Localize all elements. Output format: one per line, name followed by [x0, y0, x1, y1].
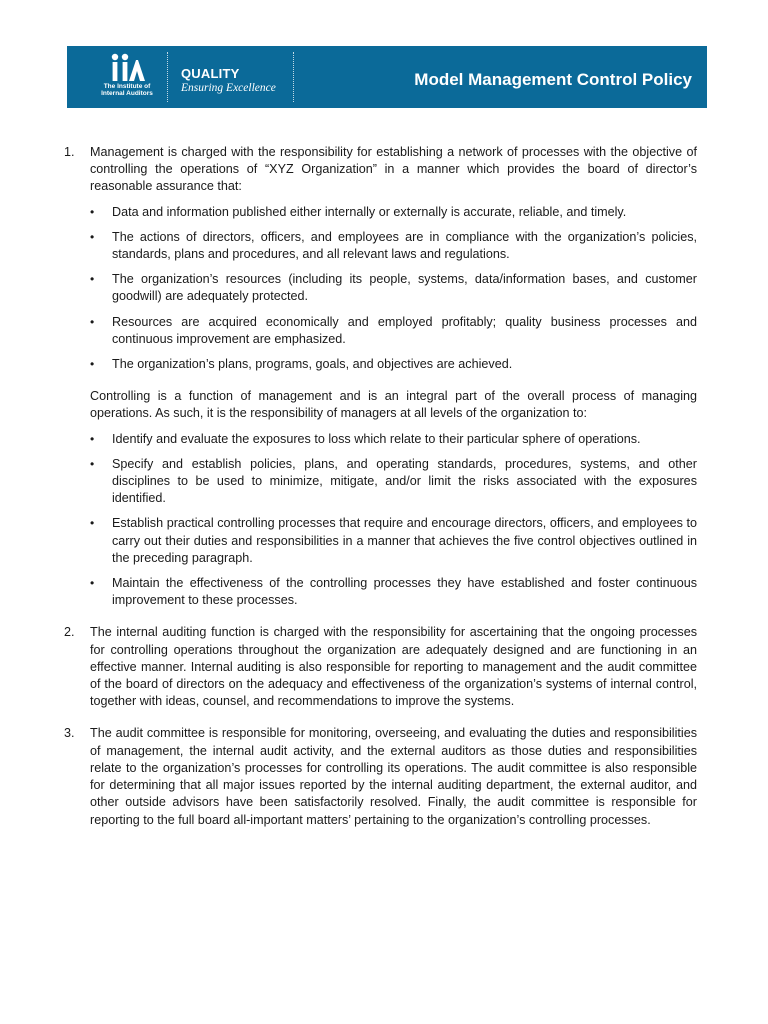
- list-item-text: Data and information published either internally or externally is accurate, reliable, and timely.: [112, 204, 627, 219]
- section-body: [90, 144, 697, 609]
- document-title: Model Management Control Policy: [414, 70, 692, 89]
- list-item-text: Identify and evaluate the exposures to loss which relate to their particular sphere of operations.: [112, 431, 641, 446]
- bullet-icon: •: [90, 431, 95, 446]
- section-number: 2.: [64, 625, 75, 640]
- iia-logo: [91, 52, 163, 104]
- section-3: [64, 725, 697, 828]
- list-item-text: Resources are acquired economically and employed profitably; quality business processes and continuous improvement are emphasized.: [112, 314, 697, 346]
- logo-text-line1: The Institute of: [103, 83, 151, 90]
- bullet-icon: •: [90, 204, 95, 219]
- tagline: Ensuring Excellence: [181, 82, 276, 94]
- list-item: [90, 575, 697, 609]
- section-body: [90, 725, 697, 828]
- list-item: [90, 204, 697, 221]
- list-item: [90, 356, 697, 373]
- section-1-intro: Management is charged with the responsibility for establishing a network of processes with the objective of controlling the operations of “XYZ Organization” in a manner which provides the board of director’s reasonable assurance that:: [90, 145, 697, 194]
- list-item-text: The actions of directors, officers, and employees are in compliance with the organization’s policies, standards, plans and procedures, and all relevant laws and regulations.: [112, 229, 697, 262]
- bullet-icon: •: [90, 314, 95, 329]
- control-objectives-list: [90, 204, 697, 374]
- list-item-text: The organization’s resources (including its people, systems, data/information bases, and customer goodwill) are adequately protected.: [112, 272, 697, 304]
- list-item-text: The organization’s plans, programs, goals, and objectives are achieved.: [112, 357, 513, 372]
- manager-responsibilities-list: [90, 431, 697, 610]
- section-2: [64, 624, 697, 710]
- list-item-text: Specify and establish policies, plans, and operating standards, procedures, systems, and other disciplines to be used to minimize, mitigate, and/or limit the risks associated with the exposures identified.: [112, 456, 697, 506]
- list-item-text: Establish practical controlling processes that require and encourage directors, officers, and employees to carry out their duties and responsibilities in a manner that achieves the five control objectives outlined in the preceding paragraph.: [112, 516, 697, 565]
- section-1: [64, 144, 697, 609]
- list-item: [90, 431, 697, 448]
- iia-emblem-icon: [107, 52, 147, 82]
- list-item: [90, 515, 697, 567]
- document-body: [64, 144, 697, 844]
- logo-text: [91, 83, 163, 97]
- bullet-icon: •: [90, 357, 95, 372]
- banner-divider-left: [167, 52, 168, 102]
- bullet-icon: •: [90, 456, 95, 471]
- section-number: 3.: [64, 726, 75, 741]
- bullet-icon: •: [90, 576, 95, 591]
- section-body: [90, 624, 697, 710]
- section-1-paragraph-2: Controlling is a function of management and is an integral part of the overall process of managing operations. As such, it is the responsibility of managers at all levels of the organization to:: [90, 389, 697, 421]
- bullet-icon: •: [90, 272, 95, 287]
- banner-divider-right: [293, 52, 294, 102]
- header-banner: [67, 46, 707, 108]
- list-item: [90, 314, 697, 348]
- list-item: [90, 271, 697, 305]
- section-3-text: The audit committee is responsible for monitoring, overseeing, and evaluating the duties and responsibilities of management, the internal audit activity, and the external auditors as those duties and responsibilities relate to the organization’s processes for controlling its operations. The audit committee is also responsible for determining that all major issues reported by the internal auditing department, the external auditor, and other outside advisors have been satisfactorily resolved. Finally, the audit committee is responsible for reporting to the full board all-important matters’ pertaining to the organization’s controlling processes.: [90, 726, 697, 827]
- bullet-icon: •: [90, 229, 95, 244]
- bullet-icon: •: [90, 516, 95, 531]
- logo-text-line2: Internal Auditors: [101, 90, 153, 97]
- list-item: [90, 456, 697, 508]
- section-number: 1.: [64, 145, 75, 159]
- quality-label: QUALITY: [181, 66, 240, 81]
- list-item: [90, 229, 697, 263]
- section-2-text: The internal auditing function is charged with the responsibility for ascertaining that the ongoing processes for controlling operations throughout the organization are adequately designed and are functioning in an effective manner. Internal auditing is also responsible for reporting to management and the audit committee of the board of directors on the adequacy and effectiveness of the organization’s systems of internal control, together with ideas, counsel, and recommendations to improve the systems.: [90, 625, 697, 709]
- list-item-text: Maintain the effectiveness of the controlling processes they have established and foster continuous improvement to these processes.: [112, 576, 697, 608]
